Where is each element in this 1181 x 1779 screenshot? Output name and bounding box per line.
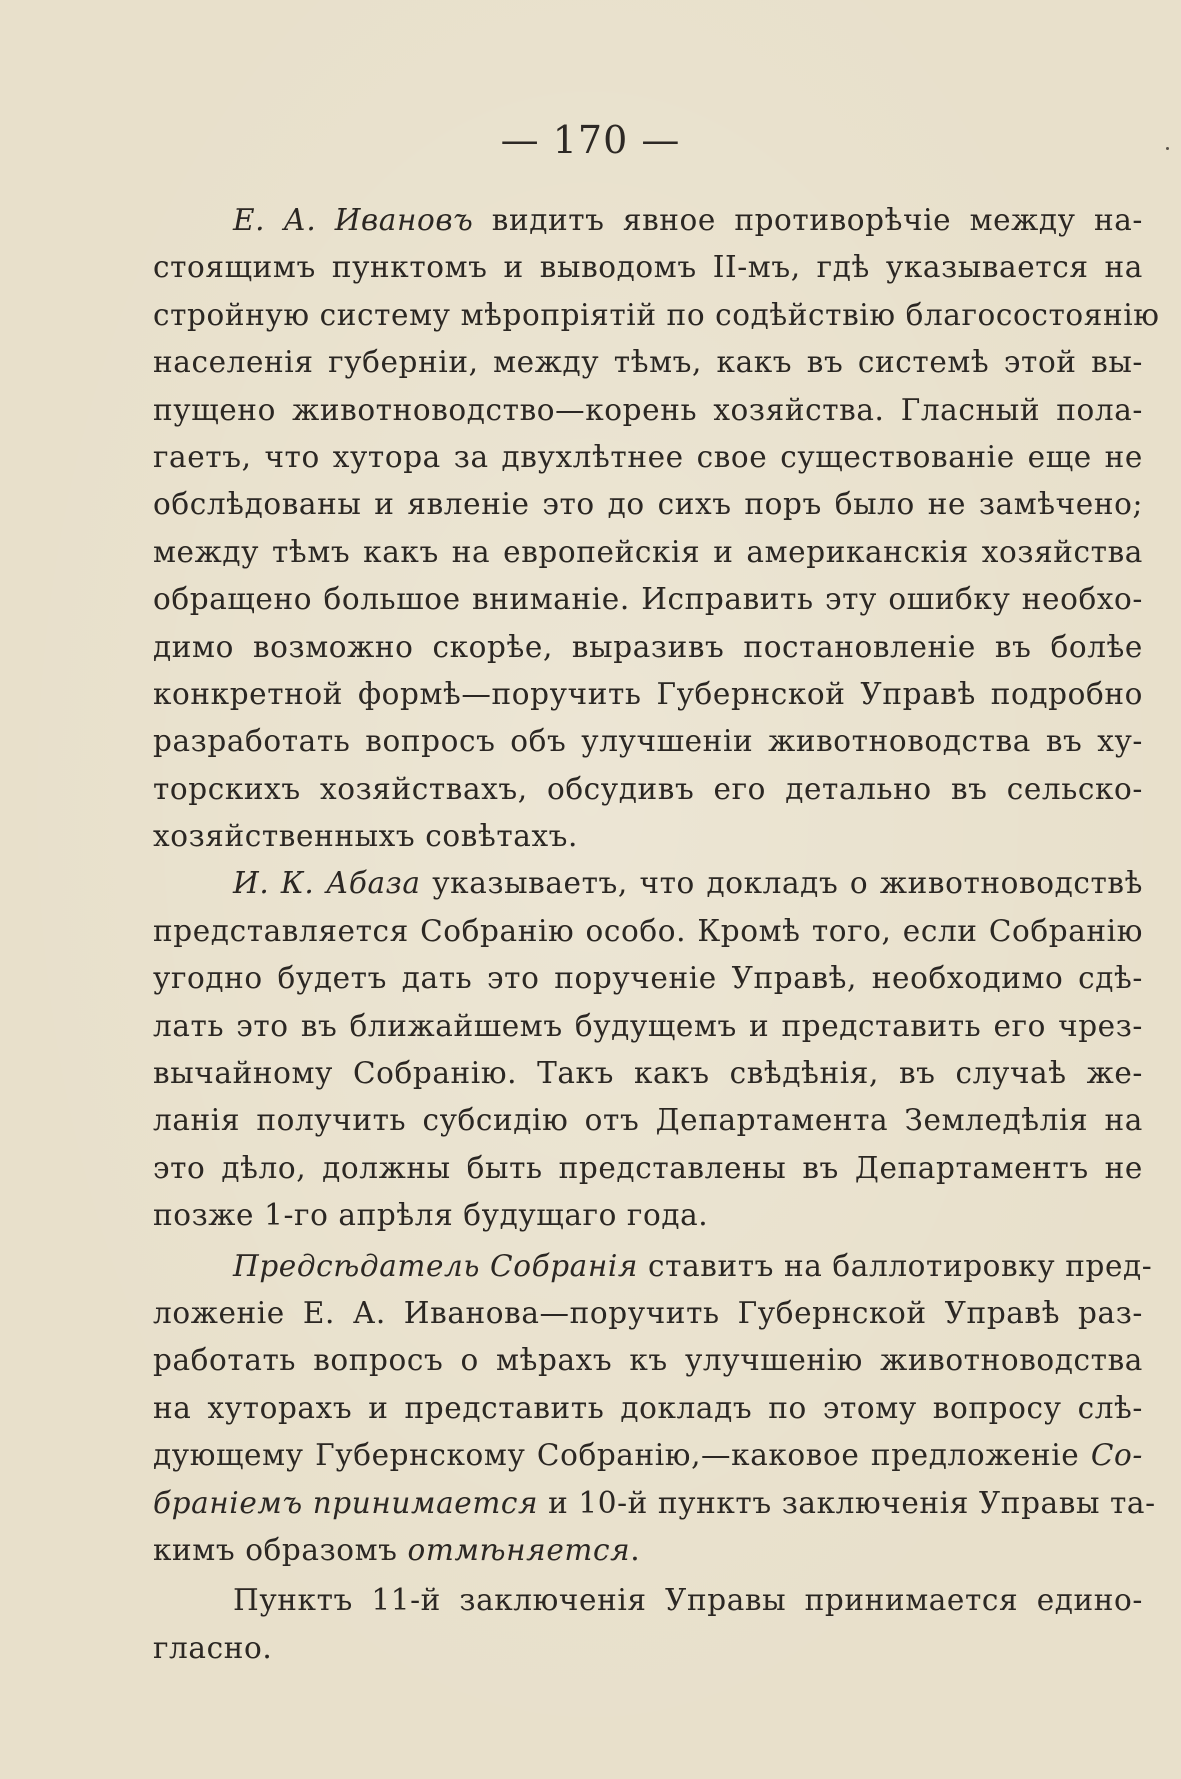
italic-text: Е. А. Ивановъ xyxy=(233,203,474,237)
italic-text: Предсѣдатель Собранія xyxy=(233,1248,639,1283)
page-number: — 170 — xyxy=(500,118,681,162)
text-run: хозяйственныхъ совѣтахъ. xyxy=(153,819,579,854)
text-run: обращено большое вниманіе. Исправить эту ошибку необхо- xyxy=(153,582,1143,617)
text-run: . xyxy=(630,1532,641,1567)
text-line xyxy=(153,908,1143,955)
italic-text: И. К. Абаза xyxy=(233,866,421,901)
text-run: между тѣмъ какъ на европейскія и американскія хозяйства xyxy=(153,534,1143,569)
text-run: димо возможно скорѣе, выразивъ постановленіе въ болѣе xyxy=(153,629,1143,664)
text-run: работать вопросъ о мѣрахъ къ улучшенію животноводства xyxy=(153,1343,1143,1378)
text-line xyxy=(153,1527,1143,1574)
text-line xyxy=(153,1003,1143,1050)
text-run: ставитъ на баллотировку пред- xyxy=(638,1248,1153,1283)
italic-text: отмѣняется xyxy=(407,1532,631,1567)
text-run: гаетъ, что хутора за двухлѣтнее свое существованіе еще не xyxy=(153,439,1143,474)
text-line xyxy=(153,529,1143,576)
text-line xyxy=(153,1290,1143,1337)
text-line xyxy=(153,671,1143,718)
text-line xyxy=(153,1432,1143,1479)
text-run: пущено животноводство—корень хозяйства. Гласный пола- xyxy=(153,392,1143,427)
text-run: это дѣло, должны быть представлены въ Департаментъ не xyxy=(153,1150,1143,1185)
text-line xyxy=(153,292,1160,339)
text-line xyxy=(153,1577,1143,1624)
text-line xyxy=(153,481,1143,528)
text-line xyxy=(153,718,1143,765)
text-line xyxy=(153,1243,1153,1290)
text-run: вычайному Собранію. Такъ какъ свѣдѣнія, въ случаѣ же- xyxy=(153,1056,1143,1091)
text-run: позже 1-го апрѣля будущаго года. xyxy=(153,1198,709,1233)
text-run: населенія губерніи, между тѣмъ, какъ въ системѣ этой вы- xyxy=(153,345,1143,380)
text-line xyxy=(153,576,1143,623)
text-run: видитъ явное противорѣчіе между на- xyxy=(473,203,1143,237)
text-run: ланія получить субсидію отъ Департамента Земледѣлія на xyxy=(153,1103,1143,1138)
body-text xyxy=(153,197,1160,1672)
text-run: стройную систему мѣропріятій по содѣйствію благосостоянію xyxy=(153,297,1160,332)
text-line xyxy=(153,1625,1143,1672)
text-run: и 10-й пунктъ заключенія Управы та- xyxy=(538,1485,1156,1520)
text-run: угодно будетъ дать это порученіе Управѣ, необходимо сдѣ- xyxy=(153,961,1143,996)
text-run: кимъ образомъ xyxy=(153,1532,408,1567)
text-line xyxy=(153,813,1143,860)
text-run: разработать вопросъ объ улучшеніи животноводства въ ху- xyxy=(153,724,1143,759)
paper-speck xyxy=(1166,147,1169,150)
text-run: обслѣдованы и явленіе это до сихъ поръ было не замѣчено; xyxy=(153,487,1143,522)
text-line xyxy=(153,766,1143,813)
text-line xyxy=(153,1050,1143,1097)
text-line xyxy=(153,1385,1143,1432)
text-run: лать это въ ближайшемъ будущемъ и представить его чрез- xyxy=(153,1008,1143,1043)
text-run: гласно. xyxy=(153,1630,273,1665)
text-line xyxy=(153,434,1143,481)
text-line xyxy=(153,1145,1143,1192)
text-line xyxy=(153,387,1143,434)
text-line xyxy=(153,197,1143,244)
italic-text: Со- xyxy=(1090,1438,1143,1473)
text-run: дующему Губернскому Собранію,—каковое предложеніе xyxy=(153,1438,1091,1473)
text-line xyxy=(153,860,1143,907)
text-run: представляется Собранію особо. Кромѣ того, если Собранію xyxy=(153,913,1143,948)
text-line xyxy=(153,955,1143,1002)
text-run: торскихъ хозяйствахъ, обсудивъ его детально въ сельско- xyxy=(153,771,1143,806)
text-line xyxy=(153,339,1143,386)
italic-text: браніемъ принимается xyxy=(153,1485,539,1520)
text-run: ложеніе Е. А. Иванова—поручить Губернской Управѣ раз- xyxy=(153,1295,1143,1330)
text-line xyxy=(153,1192,1143,1239)
text-line xyxy=(153,624,1143,671)
text-run: на хуторахъ и представить докладъ по этому вопросу слѣ- xyxy=(153,1390,1143,1425)
text-line xyxy=(153,1337,1143,1384)
text-run: указываетъ, что докладъ о животноводствѣ xyxy=(420,866,1143,901)
text-run: Пунктъ 11-й заключенія Управы принимается едино- xyxy=(233,1583,1143,1618)
text-run: конкретной формѣ—поручить Губернской Управѣ подробно xyxy=(153,676,1143,711)
text-line xyxy=(153,244,1143,291)
text-line xyxy=(153,1480,1156,1527)
text-run: стоящимъ пунктомъ и выводомъ II-мъ, гдѣ указывается на xyxy=(153,250,1143,285)
text-line xyxy=(153,1097,1143,1144)
